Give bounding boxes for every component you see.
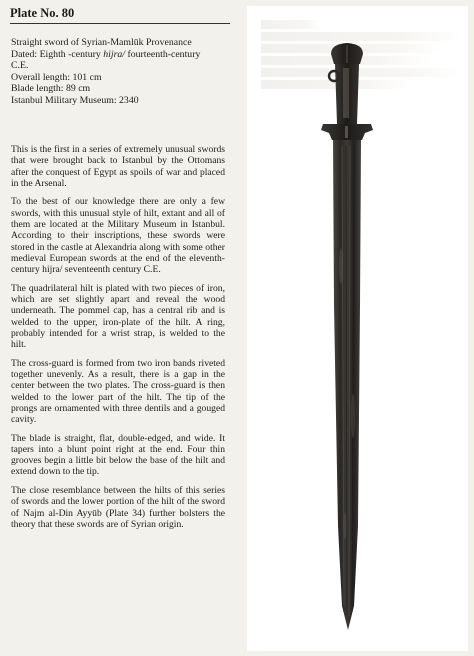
paragraph: The blade is straight, flat, double-edged, and wide. It tapers into a blunt point right at the end. Four thin grooves begin a little bit below the base of the hilt and extend down to the tip.	[11, 432, 225, 478]
meta-date: Dated: Eighth -century hijra/ fourteenth-century	[11, 48, 201, 60]
meta-era: C.E.	[11, 60, 29, 72]
meta-blade-length: Blade length: 89 cm	[11, 83, 91, 95]
plate-heading	[10, 6, 230, 21]
paragraph: This is the first in a series of extremely unusual swords that were brought back to Istanbul by the Ottomans after the conquest of Egypt as spoils of war and placed in the Arsenal.	[11, 144, 225, 189]
meta-overall-length: Overall length: 101 cm	[11, 71, 102, 83]
meta-title: Straight sword of Syrian-Mamlūk Provenance	[11, 37, 192, 48]
meta-museum: Istanbul Military Museum: 2340	[11, 94, 139, 106]
paragraph: To the best of our knowledge there are only a few swords, with this unusual style of hilt, extant and all of them are located at the Military Museum in Istanbul. According to their inscriptions, these swords were stored in the castle at Alexandria along with some other medieval European swords at the end of the eleventh-century hijra/ seventeenth century C.E.	[11, 196, 225, 276]
sword-image	[247, 6, 468, 651]
object-metadata	[11, 37, 236, 107]
paragraph: The close resemblance between the hilts of this series of swords and the lower portion of the hilt of the sword of Najm al-Din Ayyūb (Plate 34) further bolsters the theory that these swords are of Syrian origin.	[11, 484, 225, 530]
plate-label: Plate No. 80	[10, 6, 75, 20]
sword-photograph	[247, 6, 468, 651]
description-text	[11, 144, 225, 530]
paragraph: The quadrilateral hilt is plated with two pieces of iron, which are set slightly apart and reveal the wood underneath. The pommel cap, has a central rib and is welded to the upper, iron-plate of the hilt. A ring, probably intended for a wrist strap, is welded to the hilt.	[11, 282, 225, 351]
heading-rule	[10, 23, 230, 24]
paragraph: The cross-guard is formed from two iron bands riveted together unevenly. As a result, there is a gap in the center between the two plates. The cross-guard is then welded to the lower part of the hilt. The tip of the prongs are ornamented with three dentils and a gouged cavity.	[11, 357, 225, 426]
